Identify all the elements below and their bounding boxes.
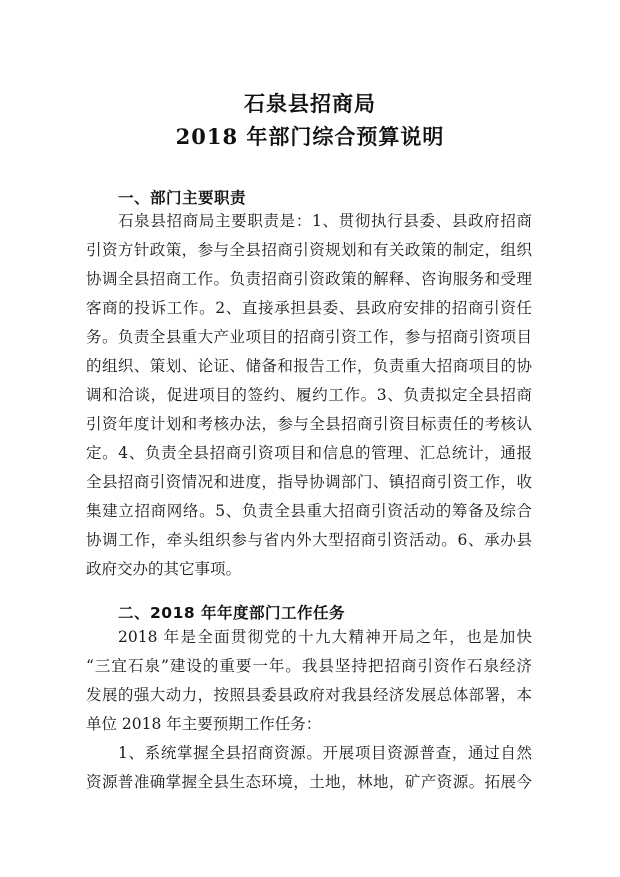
paragraph-line: 的组织、策划、论证、储备和报告工作，负责重大招商项目的协 (86, 357, 532, 375)
section-heading-duties: 一、部门主要职责 (118, 189, 247, 207)
paragraph-line: 引资年度计划和考核办法，参与全县招商引资目标责任的考核认 (86, 415, 532, 433)
paragraph-line: 1、系统掌握全县招商资源。开展项目资源普查，通过自然 (118, 744, 532, 762)
paragraph-line: 协调全县招商工作。负责招商引资政策的解释、咨询服务和受理 (86, 270, 532, 288)
paragraph-line: 政府交办的其它事项。 (86, 560, 242, 578)
paragraph-line: 定。4、负责全县招商引资项目和信息的管理、汇总统计，通报 (86, 444, 532, 462)
paragraph-line: 务。负责全县重大产业项目的招商引资工作，参与招商引资项目 (86, 328, 532, 346)
paragraph-line: 客商的投诉工作。2、直接承担县委、县政府安排的招商引资任 (86, 299, 532, 317)
paragraph-line: 引资方针政策，参与全县招商引资规划和有关政策的制定，组织 (86, 241, 532, 259)
paragraph-line: 全县招商引资情况和进度，指导协调部门、镇招商引资工作，收 (86, 473, 532, 491)
paragraph-line: 调和洽谈，促进项目的签约、履约工作。3、负责拟定全县招商 (86, 386, 532, 404)
paragraph-line: 资源普准确掌握全县生态环境，土地，林地，矿产资源。拓展今 (86, 773, 532, 791)
paragraph-line: 单位 2018 年主要预期工作任务： (86, 715, 322, 733)
paragraph-line: 2018 年是全面贯彻党的十九大精神开局之年，也是加快 (118, 628, 532, 646)
paragraph-line: 集建立招商网络。5、负责全县重大招商引资活动的筹备及综合 (86, 502, 532, 520)
paragraph-line: “三宜石泉”建设的重要一年。我县坚持把招商引资作石泉经济 (86, 657, 532, 675)
section-heading-tasks: 二、2018 年年度部门工作任务 (118, 604, 346, 622)
paragraph-line: 石泉县招商局主要职责是：1、贯彻执行县委、县政府招商 (118, 212, 532, 230)
document-title-org: 石泉县招商局 (244, 91, 376, 116)
document-title: 2018 年部门综合预算说明 (175, 124, 445, 149)
paragraph-line: 发展的强大动力，按照县委县政府对我县经济发展总体部署，本 (86, 686, 532, 704)
paragraph-line: 协调工作，牵头组织参与省内外大型招商引资活动。6、承办县 (86, 531, 532, 549)
